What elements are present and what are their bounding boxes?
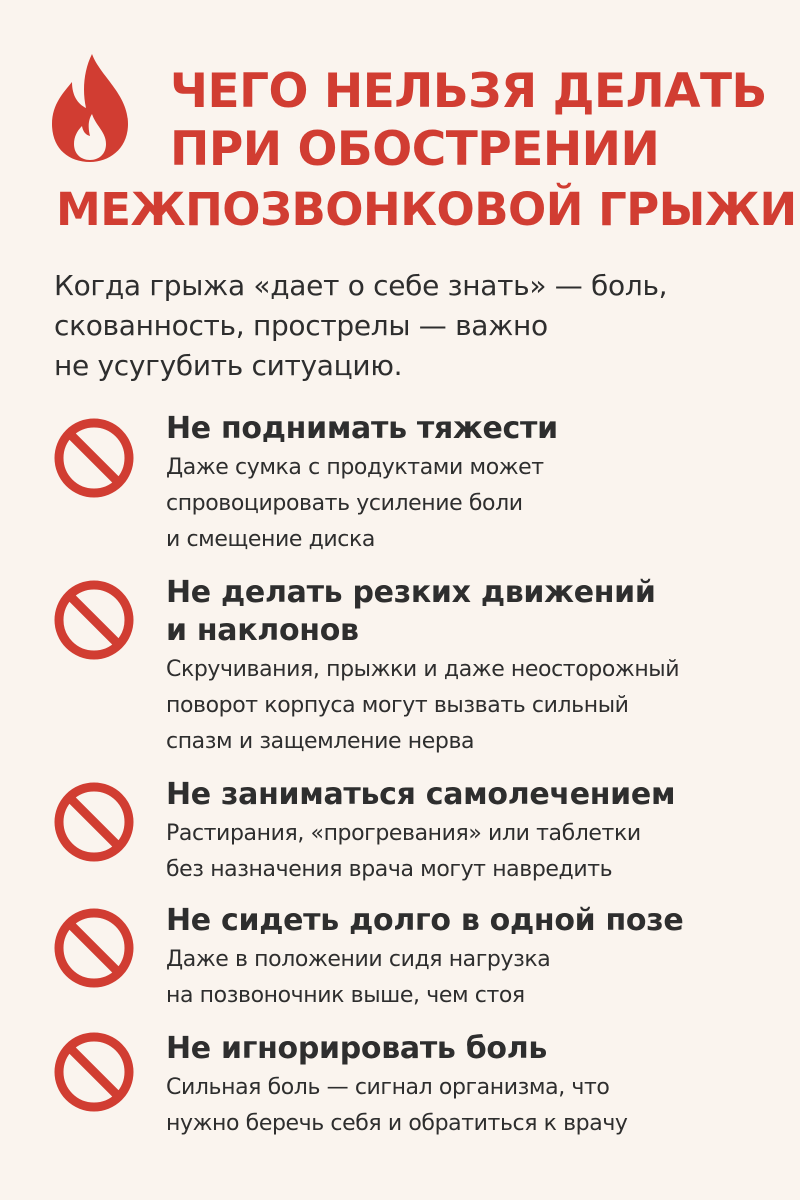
- rule-description: [166, 450, 544, 558]
- rule-description: [166, 816, 641, 888]
- prohibition-icon: [52, 1030, 136, 1114]
- intro-text: [54, 266, 754, 386]
- rule-title: [166, 902, 683, 940]
- rule-desc-line: Растирания, «прогревания» или таблетки: [166, 821, 641, 846]
- rule-title: [166, 776, 675, 814]
- prohibition-icon: [52, 780, 136, 864]
- page-title-line-3: МЕЖПОЗВОНКОВОЙ ГРЫЖИ: [56, 183, 797, 236]
- rule-title-line: Не делать резких движений: [166, 575, 656, 610]
- rule-desc-line: Скручивания, прыжки и даже неосторожный: [166, 657, 680, 682]
- rule-title-line: Не поднимать тяжести: [166, 411, 558, 446]
- rule-title-line: Не заниматься самолечением: [166, 777, 676, 812]
- rule-desc-line: Даже сумка с продуктами может: [166, 455, 544, 480]
- rule-description: [166, 652, 679, 760]
- rule-desc-line: спазм и защемление нерва: [166, 729, 475, 754]
- prohibition-icon: [52, 906, 136, 990]
- header: [0, 0, 800, 245]
- rule-title-line: Не сидеть долго в одной позе: [166, 903, 684, 938]
- rule-title: [166, 574, 656, 650]
- rule-title-line: Не игнорировать боль: [166, 1031, 548, 1066]
- rule-desc-line: нужно беречь себя и обратиться к врачу: [166, 1111, 628, 1136]
- rule-desc-line: Сильная боль — сигнал организма, что: [166, 1075, 610, 1100]
- rule-description: [166, 942, 550, 1014]
- rule-description: [166, 1070, 628, 1142]
- rule-title: [166, 1030, 547, 1068]
- intro-line: не усугубить ситуацию.: [54, 349, 403, 382]
- flame-icon: [48, 52, 132, 164]
- rule-desc-line: без назначения врача могут навредить: [166, 857, 613, 882]
- rule-desc-line: и смещение диска: [166, 527, 375, 552]
- rule-desc-line: Даже в положении сидя нагрузка: [166, 947, 551, 972]
- rule-title-line: и наклонов: [166, 613, 359, 648]
- intro-line: Когда грыжа «дает о себе знать» — боль,: [54, 269, 668, 302]
- page-title-line-1: ЧЕГО НЕЛЬЗЯ ДЕЛАТЬ: [170, 64, 767, 119]
- rule-desc-line: на позвоночник выше, чем стоя: [166, 983, 525, 1008]
- rule-desc-line: поворот корпуса могут вызвать сильный: [166, 693, 629, 718]
- page-title-line-2: ПРИ ОБОСТРЕНИИ: [170, 122, 660, 177]
- rule-desc-line: спровоцировать усиление боли: [166, 491, 523, 516]
- prohibition-icon: [52, 578, 136, 662]
- prohibition-icon: [52, 416, 136, 500]
- intro-line: скованность, прострелы — важно: [54, 309, 548, 342]
- rule-title: [166, 410, 558, 448]
